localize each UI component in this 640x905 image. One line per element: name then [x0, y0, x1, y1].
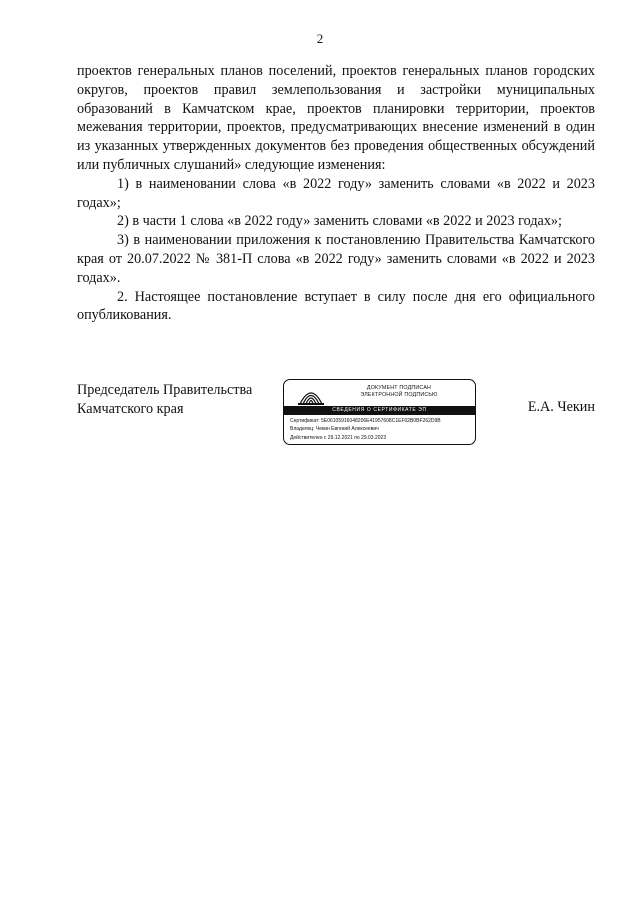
- signer-title-line-2: Камчатского края: [77, 400, 184, 417]
- paragraph-item-2: 2) в части 1 слова «в 2022 году» заменить словами «в 2022 и 2023 годах»;: [117, 213, 562, 230]
- document-body: [77, 62, 595, 325]
- stamp-details: [290, 417, 441, 442]
- paragraph-intro: проектов генеральных планов поселений, проектов генеральных планов городских округов, проектов правил землепользования и застройки муниципальных образований в Камчатском крае, проектов планировки территории, проектов межевания территории, проектов, предусматривающих внесение изменений в один из указанных утвержденных документов без проведения общественных обсуждений или публичных слушаний» следующие изменения:: [77, 63, 595, 173]
- signer-title: [77, 381, 252, 419]
- stamp-header-line-1: ДОКУМЕНТ ПОДПИСАН: [366, 385, 432, 391]
- stamp-header: [334, 385, 464, 399]
- stamp-header-line-2: ЭЛЕКТРОННОЙ ПОДПИСЬЮ: [360, 392, 438, 398]
- stamp-owner: Владелец: Чекин Евгений Алексеевич: [290, 426, 379, 433]
- paragraph-item-1: 1) в наименовании слова «в 2022 году» заменить словами «в 2022 и 2023 годах»;: [77, 175, 595, 211]
- electronic-signature-stamp: [283, 379, 476, 445]
- emblem-icon: [296, 384, 326, 406]
- paragraph-item-3: 3) в наименовании приложения к постановлению Правительства Камчатского края от 20.07.2022 № 381-П слова «в 2022 году» заменить словами «в 2022 и 2023 годах».: [77, 232, 595, 286]
- stamp-certificate-bar: СВЕДЕНИЯ О СЕРТИФИКАТЕ ЭП: [284, 406, 475, 415]
- paragraph-effective-date: 2. Настоящее постановление вступает в силу после дня его официального опубликования.: [77, 288, 595, 324]
- page-number: 2: [316, 31, 324, 46]
- stamp-validity: Действителен с 29.12.2021 по 29.03.2023: [290, 434, 387, 441]
- stamp-certificate: Сертификат: 5E06105916048206E41957608C1EF02B0BF262D9B: [290, 418, 441, 424]
- signer-title-line-1: Председатель Правительства: [77, 382, 253, 398]
- signer-name: Е.А. Чекин: [527, 399, 595, 415]
